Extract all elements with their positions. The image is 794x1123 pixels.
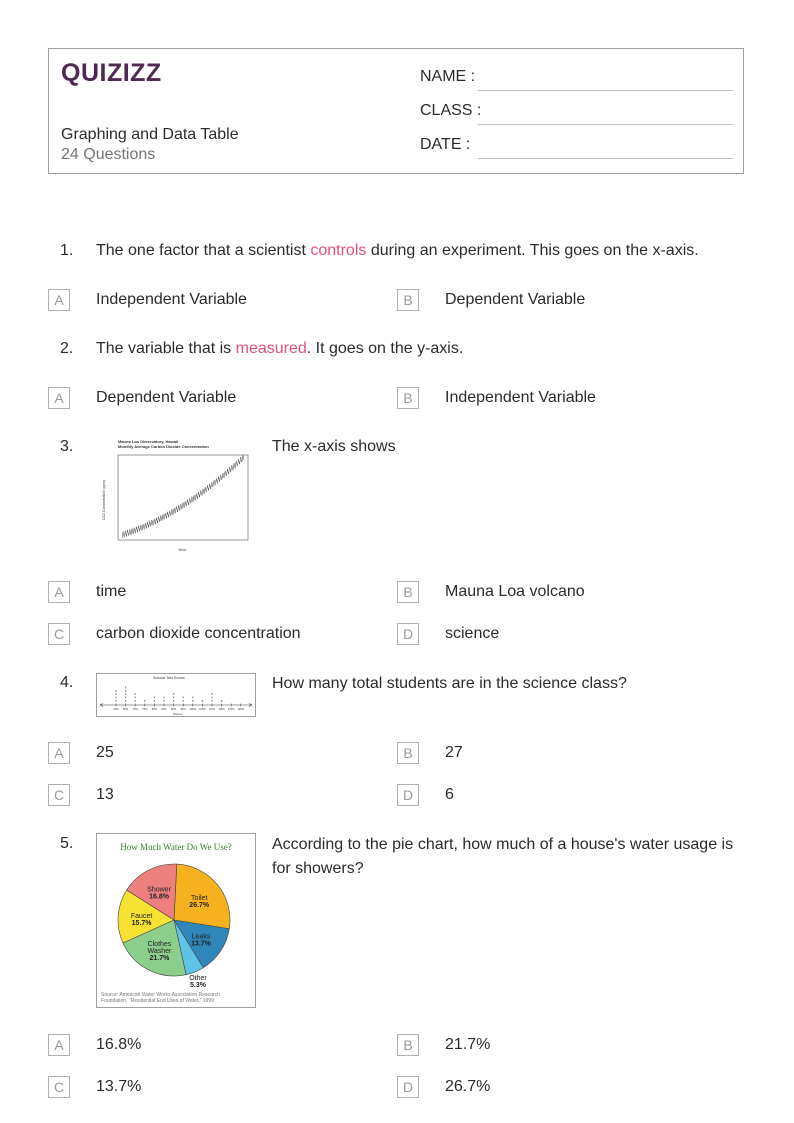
- line-plot-tick-label: 60%: [113, 708, 119, 711]
- line-plot-tick-label: 80%: [151, 708, 158, 711]
- line-plot-x-mark: x: [220, 699, 223, 703]
- line-plot-x-mark: x: [134, 699, 137, 703]
- question-count: 24 Questions: [61, 146, 156, 163]
- option-text[interactable]: time: [96, 583, 127, 600]
- pie-label-value: 15.7%: [131, 920, 152, 928]
- line-plot-ticks: [113, 704, 244, 712]
- line-plot-x-mark: x: [134, 695, 137, 700]
- option-letter-box[interactable]: C: [48, 784, 70, 806]
- class-line[interactable]: [478, 123, 733, 125]
- line-plot-xlabel: Scores: [173, 712, 183, 716]
- line-plot-x-mark: x: [124, 699, 127, 703]
- option-letter-box[interactable]: B: [397, 581, 419, 603]
- option-text[interactable]: 16.8%: [96, 1036, 142, 1053]
- option-text[interactable]: 27: [445, 744, 463, 761]
- line-plot-x-mark: x: [182, 695, 185, 700]
- option-text[interactable]: Dependent Variable: [445, 291, 586, 308]
- line-plot-image: [96, 673, 256, 717]
- line-plot-x-mark: x: [153, 695, 156, 700]
- quizizz-logo: QUIZIZZ: [61, 59, 162, 87]
- line-plot-tick-label: 65%: [122, 708, 129, 711]
- class-label: CLASS :: [420, 102, 482, 119]
- option-text[interactable]: 13.7%: [96, 1078, 142, 1095]
- line-plot-tick-label: 110%: [208, 708, 216, 711]
- option-letter-box[interactable]: B: [397, 742, 419, 764]
- question-text: [96, 239, 699, 263]
- option-text[interactable]: Mauna Loa volcano: [445, 583, 585, 600]
- line-plot-x-mark: x: [124, 688, 127, 693]
- worksheet-header: [48, 48, 744, 174]
- line-plot-x-mark: x: [124, 692, 127, 697]
- option-letter-box[interactable]: C: [48, 623, 70, 645]
- pie-label-category: Toilet: [191, 895, 208, 903]
- pie-label-category: Other: [189, 974, 207, 982]
- graph-title-line1: Mauna Loa Observatory, Hawaii: [118, 439, 179, 444]
- pie-label-value: 21.7%: [149, 955, 170, 963]
- pie-label-category: Faucet: [130, 913, 153, 921]
- pie-source-line2: Foundation, "Residential End Uses of Water," 1999: [101, 998, 214, 1004]
- line-plot-tick-label: 95%: [180, 708, 186, 711]
- option-letter-box[interactable]: D: [397, 1076, 419, 1098]
- option-text[interactable]: 26.7%: [445, 1078, 491, 1095]
- question-text: How many total students are in the science class?: [272, 675, 627, 692]
- pie-label-value: 16.8%: [149, 893, 169, 901]
- graph-ylabel: CO2 Concentration (ppm): [102, 479, 106, 520]
- line-plot-tick-label: 75%: [142, 708, 148, 711]
- pie-label-category: Washer: [147, 948, 172, 956]
- question-number: 3.: [60, 438, 74, 455]
- pie-label-value: 26.7%: [189, 902, 210, 910]
- date-label: DATE :: [420, 136, 471, 153]
- graph-title-line2: Monthly Average Carbon Dioxide Concentration: [118, 444, 209, 449]
- option-letter-box[interactable]: B: [397, 387, 419, 409]
- option-letter-box[interactable]: A: [48, 289, 70, 311]
- question-text: [96, 337, 463, 361]
- line-plot-tick-label: 105%: [199, 708, 206, 711]
- co2-graph-image: [96, 435, 256, 556]
- question-number: 5.: [60, 835, 74, 852]
- option-text[interactable]: 21.7%: [445, 1036, 491, 1053]
- option-text[interactable]: 25: [96, 744, 114, 761]
- pie-label-category: Shower: [147, 886, 171, 894]
- line-plot-tick-label: 85%: [161, 708, 167, 711]
- line-plot-tick-label: 100%: [189, 708, 197, 711]
- line-plot-x-mark: x: [182, 699, 185, 703]
- line-plot-x-mark: x: [163, 699, 165, 703]
- line-plot-x-mark: x: [172, 699, 175, 703]
- pie-source-line1: Source: American Water Works Association Research: [101, 992, 220, 998]
- question-text: According to the pie chart, how much of a house's water usage is for showers?: [272, 836, 734, 877]
- question-number: 1.: [60, 242, 74, 259]
- name-label: NAME :: [420, 68, 476, 85]
- question-text-part: The one factor that a scientist: [96, 242, 311, 259]
- line-plot-x-mark: x: [124, 685, 127, 690]
- graph-xlabel: Year: [178, 547, 187, 552]
- question-text-part: The variable that is: [96, 340, 236, 357]
- line-plot-x-mark: x: [115, 688, 117, 693]
- pie-label-value: 5.3%: [189, 981, 206, 989]
- line-plot-x-mark: x: [191, 695, 194, 700]
- question-highlight: measured: [235, 340, 307, 357]
- line-plot-x-mark: x: [143, 699, 146, 703]
- pie-label-category: Leaks: [191, 933, 211, 941]
- line-plot-x-mark: x: [134, 692, 137, 697]
- option-letter-box[interactable]: B: [397, 289, 419, 311]
- line-plot-tick-label: 125%: [237, 708, 245, 711]
- line-plot-tick-label: 90%: [170, 708, 177, 711]
- pie-chart-image: [96, 833, 256, 1008]
- line-plot-x-mark: x: [153, 699, 156, 703]
- option-text[interactable]: 6: [445, 786, 454, 803]
- question-text: The x-axis shows: [272, 438, 396, 455]
- option-text[interactable]: Independent Variable: [445, 389, 596, 406]
- line-plot-x-mark: x: [172, 692, 175, 697]
- option-text[interactable]: carbon dioxide concentration: [96, 625, 301, 642]
- option-letter-box[interactable]: D: [397, 623, 419, 645]
- pie-label-value: 13.7%: [191, 940, 211, 948]
- line-plot: [97, 674, 255, 716]
- option-letter-box[interactable]: A: [48, 387, 70, 409]
- option-letter-box[interactable]: A: [48, 742, 70, 764]
- question-highlight: controls: [310, 242, 367, 259]
- date-line[interactable]: [478, 157, 733, 159]
- water-usage-pie-chart: [97, 834, 255, 1007]
- option-text[interactable]: Independent Variable: [96, 291, 247, 308]
- line-plot-tick-label: 120%: [227, 708, 235, 711]
- question-number: 4.: [60, 674, 74, 691]
- line-plot-tick-label: 115%: [218, 708, 225, 711]
- line-plot-x-mark: x: [211, 695, 213, 700]
- option-letter-box[interactable]: A: [48, 581, 70, 603]
- option-text[interactable]: science: [445, 625, 500, 642]
- line-plot-x-mark: x: [172, 695, 175, 700]
- line-plot-x-mark: x: [124, 695, 127, 700]
- co2-graph: [96, 435, 256, 556]
- line-plot-x-mark: x: [163, 695, 165, 700]
- line-plot-x-mark: x: [211, 699, 213, 703]
- option-letter-box[interactable]: C: [48, 1076, 70, 1098]
- option-letter-box[interactable]: D: [397, 784, 419, 806]
- pie-title: How Much Water Do We Use?: [120, 842, 232, 852]
- line-plot-tick-label: 70%: [132, 708, 138, 711]
- worksheet-title: Graphing and Data Table: [61, 126, 239, 143]
- question-text-part: . It goes on the y-axis.: [306, 340, 464, 357]
- name-line[interactable]: [478, 89, 733, 91]
- pie-label-category: Clothes: [147, 941, 172, 949]
- line-plot-x-mark: x: [211, 692, 213, 697]
- option-text[interactable]: 13: [96, 786, 114, 803]
- line-plot-title: Science Test Scores: [153, 676, 185, 680]
- option-letter-box[interactable]: B: [397, 1034, 419, 1056]
- question-number: 2.: [60, 340, 74, 357]
- line-plot-x-mark: x: [201, 699, 204, 703]
- line-plot-x-mark: x: [191, 699, 194, 703]
- line-plot-x-mark: x: [115, 699, 117, 703]
- line-plot-x-mark: x: [115, 695, 117, 700]
- line-plot-marks: [115, 685, 223, 703]
- option-letter-box[interactable]: A: [48, 1034, 70, 1056]
- line-plot-x-mark: x: [115, 692, 117, 697]
- question-text-part: during an experiment. This goes on the x-axis.: [366, 242, 699, 259]
- option-text[interactable]: Dependent Variable: [96, 389, 237, 406]
